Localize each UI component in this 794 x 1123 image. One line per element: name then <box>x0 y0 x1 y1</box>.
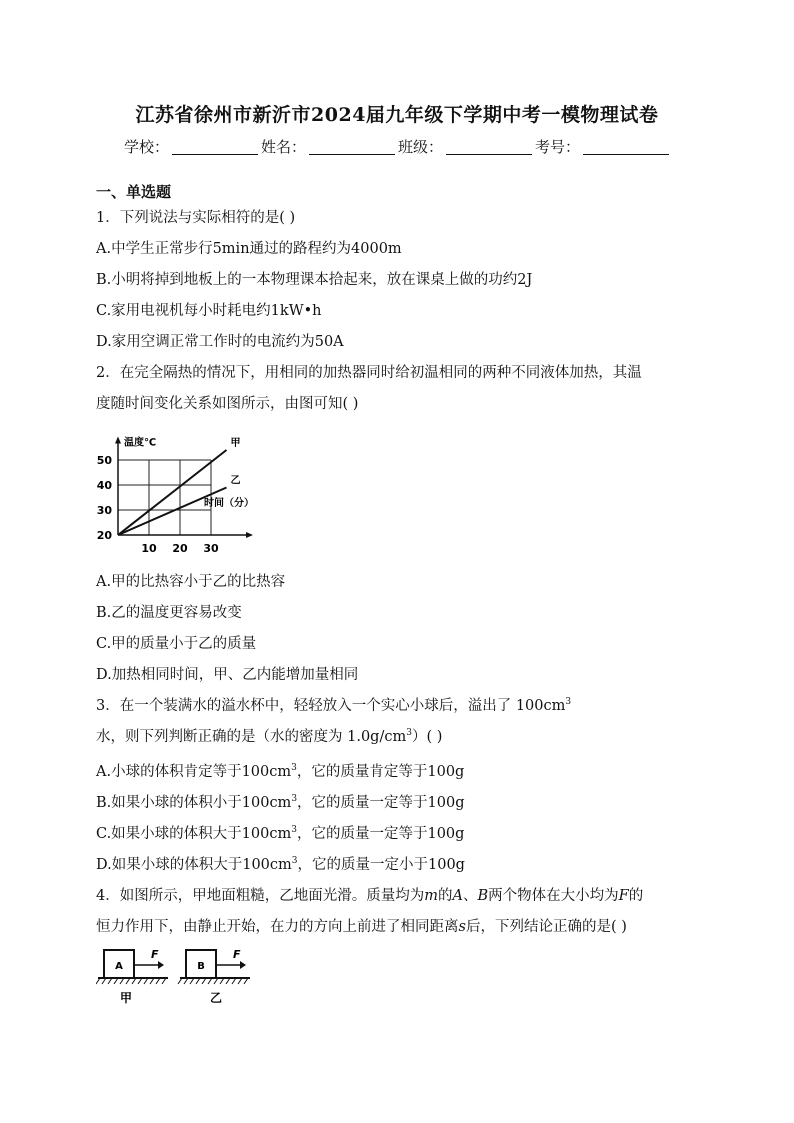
x-axis-arrowhead <box>246 532 253 538</box>
q2-stem-line2: 度随时间变化关系如图所示，由图可知( ) <box>96 396 359 412</box>
q4-var-a: A <box>452 888 463 904</box>
q4-text-2: 的 <box>437 888 453 904</box>
q4-stem-line2 <box>96 915 627 936</box>
number-label: 考号： <box>535 138 581 156</box>
q4-var-m: m <box>424 888 438 904</box>
force-label-jia: F <box>151 948 159 961</box>
y-axis-label: 温度℃ <box>124 437 157 449</box>
x-axis-label: 时间（分） <box>204 498 254 509</box>
q2-option-b: B.乙的温度更容易改变 <box>96 605 242 621</box>
q1-option-b: B.小明将掉到地板上的一本物理课本拾起来，放在课桌上做的功约2J <box>96 272 533 288</box>
q3-opt-c-text: C.如果小球的体积大于100cm <box>96 826 292 842</box>
q3-option-a <box>96 760 464 781</box>
label-jia: 甲 <box>119 991 133 1005</box>
chart-labels <box>97 436 254 556</box>
block-b-label: B <box>197 961 205 972</box>
y-axis-arrowhead <box>115 437 121 444</box>
q3-stem-text: 3．在一个装满水的溢水杯中，轻轻放入一个实心小球后，溢出了 100cm <box>96 698 566 714</box>
q3-stem-line1 <box>96 694 571 715</box>
y-tick-label: 20 <box>96 529 112 542</box>
q3-opt-c-text2: ，它的质量一定等于100g <box>296 826 465 842</box>
x-tick-label: 20 <box>172 542 188 555</box>
q4-var-f: F <box>618 888 629 904</box>
series-line-yi <box>118 488 227 536</box>
q3-opt-d-sup: 3 <box>291 856 298 867</box>
q2-stem-line1: 2．在完全隔热的情况下，用相同的加热器同时给初温相同的两种不同液体加热，其温 <box>96 365 642 381</box>
q1-option-a: A.中学生正常步行5min通过的路程约为4000m <box>96 241 402 257</box>
school-blank[interactable] <box>172 140 258 155</box>
series-line-jia <box>118 450 227 535</box>
q3-opt-a-text2: ，它的质量肯定等于100g <box>296 764 465 780</box>
student-info-row <box>124 136 672 157</box>
q3-stem-text3: ）( ) <box>411 729 443 745</box>
label-yi: 乙 <box>209 991 223 1005</box>
q3-option-d <box>96 853 465 874</box>
q4-text-4: 两个物体在大小均为 <box>488 888 619 904</box>
chart-series <box>118 450 227 535</box>
q3-opt-d-text2: ，它的质量一定小于100g <box>297 857 465 873</box>
q3-stem-line2 <box>96 725 442 746</box>
page-title: 江苏省徐州市新沂市2024届九年级下学期中考一模物理试卷 <box>135 104 659 126</box>
q2-option-c: C.甲的质量小于乙的质量 <box>96 636 257 652</box>
q4-stem-line1 <box>96 884 643 905</box>
q4-text-6: 恒力作用下，由静止开始，在力的方向上前进了相同距离 <box>96 919 459 935</box>
number-blank[interactable] <box>583 140 669 155</box>
q3-opt-b-text2: ，它的质量一定等于100g <box>297 795 465 811</box>
block-a-label: A <box>115 961 123 972</box>
q4-text-7: 后，下列结论正确的是( ) <box>465 919 627 935</box>
chart-axes <box>115 437 253 539</box>
q4-var-s: s <box>458 919 466 935</box>
x-tick-label: 30 <box>203 542 219 555</box>
q3-opt-a-text: A.小球的体积肯定等于100cm <box>96 764 292 780</box>
school-label: 学校： <box>124 138 170 156</box>
q4-text-3: 、 <box>462 888 478 904</box>
y-tick-label: 50 <box>96 454 112 467</box>
q3-option-c <box>96 822 464 843</box>
name-blank[interactable] <box>309 140 395 155</box>
series-label-jia: 甲 <box>230 438 241 449</box>
q3-opt-a-sup: 3 <box>291 763 297 774</box>
series-label-yi: 乙 <box>230 475 241 487</box>
q3-opt-b-text: B.如果小球的体积小于100cm <box>96 795 292 811</box>
class-label: 班级： <box>398 138 444 156</box>
q3-option-b <box>96 791 465 812</box>
force-arrowhead-yi <box>240 961 246 969</box>
q4-text-5: 的 <box>628 888 644 904</box>
temperature-time-chart <box>96 420 296 560</box>
force-label-yi: F <box>233 948 241 961</box>
q3-opt-c-sup: 3 <box>291 825 297 836</box>
q3-opt-b-sup: 3 <box>291 794 298 805</box>
q3-sup2: 3 <box>406 728 412 739</box>
force-diagram <box>96 944 266 1008</box>
q1-option-c: C.家用电视机每小时耗电约1kW•h <box>96 303 322 319</box>
q2-option-a: A.甲的比热容小于乙的比热容 <box>96 574 286 590</box>
y-tick-label: 30 <box>96 504 112 517</box>
x-tick-label: 10 <box>141 542 157 555</box>
section-heading: 一、单选题 <box>96 183 172 201</box>
q3-opt-d-text: D.如果小球的体积大于100cm <box>96 857 292 873</box>
y-tick-label: 40 <box>96 479 112 492</box>
q3-sup: 3 <box>565 697 572 708</box>
q2-option-d: D.加热相同时间，甲、乙内能增加量相同 <box>96 667 359 683</box>
q1-stem: 1．下列说法与实际相符的是( ) <box>96 210 296 226</box>
q4-var-b: B <box>477 888 489 904</box>
force-arrowhead-jia <box>158 961 164 969</box>
q1-option-d: D.家用空调正常工作时的电流约为50A <box>96 334 344 350</box>
class-blank[interactable] <box>446 140 532 155</box>
q4-text-1: 4．如图所示，甲地面粗糙，乙地面光滑。质量均为 <box>96 888 425 904</box>
name-label: 姓名： <box>261 138 307 156</box>
q3-stem-text2: 水，则下列判断正确的是（水的密度为 1.0g/cm <box>96 729 407 745</box>
